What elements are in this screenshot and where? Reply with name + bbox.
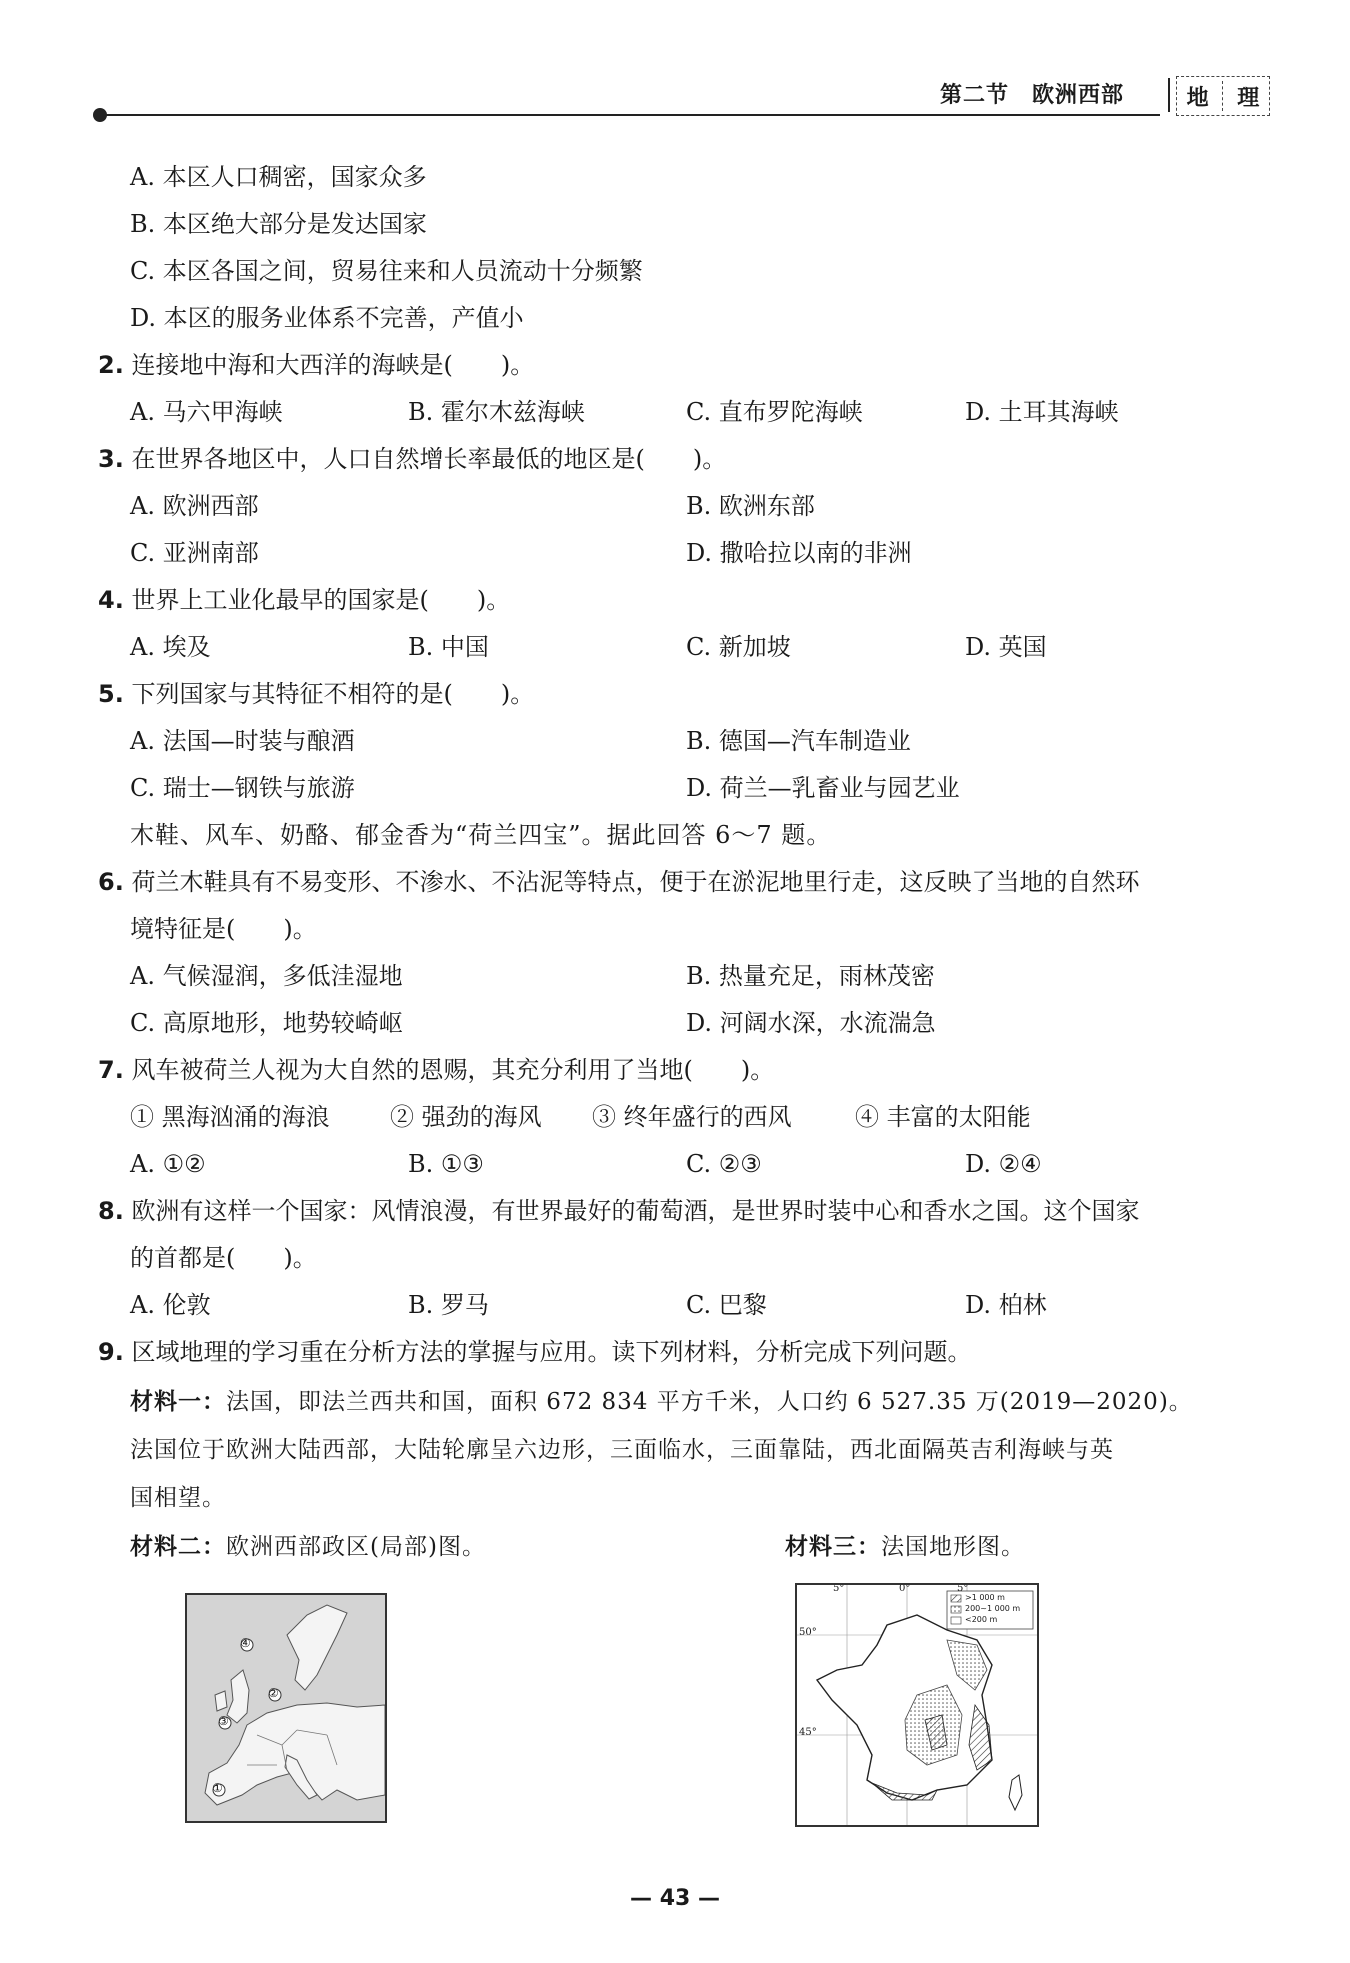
q9-material-1-line2: 法国位于欧洲大陆西部，大陆轮廓呈六边形，三面临水，三面靠陆，西北面隔英吉利海峡与英 [130,1437,1114,1463]
q7-option-c: C. ②③ [686,1150,762,1178]
page-number: — 43 — [630,1886,720,1911]
q6-text-line1: 荷兰木鞋具有不易变形、不渗水、不沾泥等特点，便于在淤泥地里行走，这反映了当地的自然环 [131,868,1140,896]
q7-option-d: D. ②④ [965,1150,1042,1178]
q6-number: 6. [98,868,124,896]
q2-option-c: C. 直布罗陀海峡 [686,398,863,426]
france-lat-label-2: 45° [799,1727,817,1738]
france-legend-high: >1 000 m [965,1593,1005,1602]
france-lon-label-1: 5° [833,1583,845,1594]
q6-option-b: B. 热量充足，雨林茂密 [686,962,935,990]
q1-option-d: D. 本区的服务业体系不完善，产值小 [130,304,524,332]
europe-marker-2: ② [268,1686,279,1700]
q9-material-3-label: 材料三： [785,1534,881,1560]
q1-option-c: C. 本区各国之间，贸易往来和人员流动十分频繁 [130,257,643,285]
subject-char-1: 地 [1186,85,1209,111]
q9-material-1-line1 [130,1385,1193,1419]
europe-marker-4: ④ [240,1636,251,1650]
q8-text-line1: 欧洲有这样一个国家：风情浪漫，有世界最好的葡萄酒，是世界时装中心和香水之国。这个国家 [131,1197,1140,1225]
intro-6-7: 木鞋、风车、奶酪、郁金香为“荷兰四宝”。据此回答 6～7 题。 [130,821,832,849]
q6-option-d: D. 河阔水深，水流湍急 [686,1009,936,1037]
europe-political-map [185,1593,387,1823]
q3-text: 在世界各地区中，人口自然增长率最低的地区是( )。 [131,445,727,473]
header-rule [100,114,1160,116]
q9-material-1-line3: 国相望。 [130,1485,226,1511]
q9-stem [98,1335,971,1369]
q3-option-a: A. 欧洲西部 [130,492,259,520]
q9-material-1-label: 材料一： [130,1389,226,1415]
q9-number: 9. [98,1338,124,1366]
france-legend-mid: 200~1 000 m [965,1604,1021,1613]
q7-item-4: ④ 丰富的太阳能 [855,1103,1031,1131]
france-legend-low: <200 m [965,1615,998,1624]
q2-option-d: D. 土耳其海峡 [965,398,1119,426]
q8-stem [98,1194,1139,1228]
q8-option-d: D. 柏林 [965,1291,1047,1319]
q4-text: 世界上工业化最早的国家是( )。 [131,586,511,614]
q7-stem [98,1053,774,1087]
france-lon-label-3: 5° [957,1583,969,1594]
q6-option-c: C. 高原地形，地势较崎岖 [130,1009,403,1037]
q3-number: 3. [98,445,124,473]
q6-stem [98,865,1139,899]
q4-option-c: C. 新加坡 [686,633,791,661]
subject-badge [1176,76,1270,116]
france-lat-label-1: 50° [799,1627,817,1638]
q7-option-b: B. ①③ [408,1150,484,1178]
q4-option-a: A. 埃及 [130,633,211,661]
q3-option-d: D. 撒哈拉以南的非洲 [686,539,912,567]
header-separator [1168,78,1170,112]
q4-option-b: B. 中国 [408,633,489,661]
q5-stem [98,677,534,711]
q4-stem [98,583,510,617]
q9-material-1-text1: 法国，即法兰西共和国，面积 672 834 平方千米，人口约 6 527.35 万(2019—2020)。 [226,1389,1193,1415]
q5-number: 5. [98,680,124,708]
q3-option-c: C. 亚洲南部 [130,539,259,567]
europe-marker-1: ① [212,1781,223,1795]
q5-option-a: A. 法国—时装与酿酒 [130,727,355,755]
q4-option-d: D. 英国 [965,633,1047,661]
q2-option-a: A. 马六甲海峡 [130,398,283,426]
q2-stem [98,348,534,382]
q2-text: 连接地中海和大西洋的海峡是( )。 [131,351,535,379]
q9-material-2-label: 材料二： [130,1534,226,1560]
q2-number: 2. [98,351,124,379]
q5-text: 下列国家与其特征不相符的是( )。 [131,680,535,708]
q8-option-c: C. 巴黎 [686,1291,767,1319]
q2-option-b: B. 霍尔木兹海峡 [408,398,585,426]
q7-number: 7. [98,1056,124,1084]
q5-option-c: C. 瑞士—钢铁与旅游 [130,774,355,802]
q9-material-2-text: 欧洲西部政区(局部)图。 [226,1534,486,1560]
q6-option-a: A. 气候湿润，多低洼湿地 [130,962,403,990]
q8-option-b: B. 罗马 [408,1291,489,1319]
q3-stem [98,442,726,476]
q5-option-d: D. 荷兰—乳畜业与园艺业 [686,774,960,802]
q4-number: 4. [98,586,124,614]
q3-option-b: B. 欧洲东部 [686,492,815,520]
subject-divider [1222,81,1224,111]
france-lon-label-2: 0° [899,1583,911,1594]
q7-text: 风车被荷兰人视为大自然的恩赐，其充分利用了当地( )。 [131,1056,775,1084]
q8-option-a: A. 伦敦 [130,1291,211,1319]
q7-item-3: ③ 终年盛行的西风 [592,1103,792,1131]
q7-item-2: ② 强劲的海风 [390,1103,542,1131]
subject-char-2: 理 [1237,85,1260,111]
q7-option-a: A. ①② [130,1150,206,1178]
q8-text-line2: 的首都是( )。 [130,1244,317,1272]
france-map-graphic [797,1585,1037,1825]
q8-number: 8. [98,1197,124,1225]
q9-material-3-text: 法国地形图。 [881,1534,1025,1560]
france-topographic-map [795,1583,1039,1827]
section-title: 第二节 欧洲西部 [940,83,1125,108]
q5-option-b: B. 德国—汽车制造业 [686,727,911,755]
q9-material-2 [130,1530,486,1564]
q1-option-b: B. 本区绝大部分是发达国家 [130,210,427,238]
q7-item-1: ① 黑海汹涌的海浪 [130,1103,330,1131]
q1-option-a: A. 本区人口稠密，国家众多 [130,163,427,191]
q9-text: 区域地理的学习重在分析方法的掌握与应用。读下列材料，分析完成下列问题。 [131,1338,972,1366]
europe-marker-3: ③ [218,1714,229,1728]
q6-text-line2: 境特征是( )。 [130,915,317,943]
q9-material-3 [785,1530,1025,1564]
